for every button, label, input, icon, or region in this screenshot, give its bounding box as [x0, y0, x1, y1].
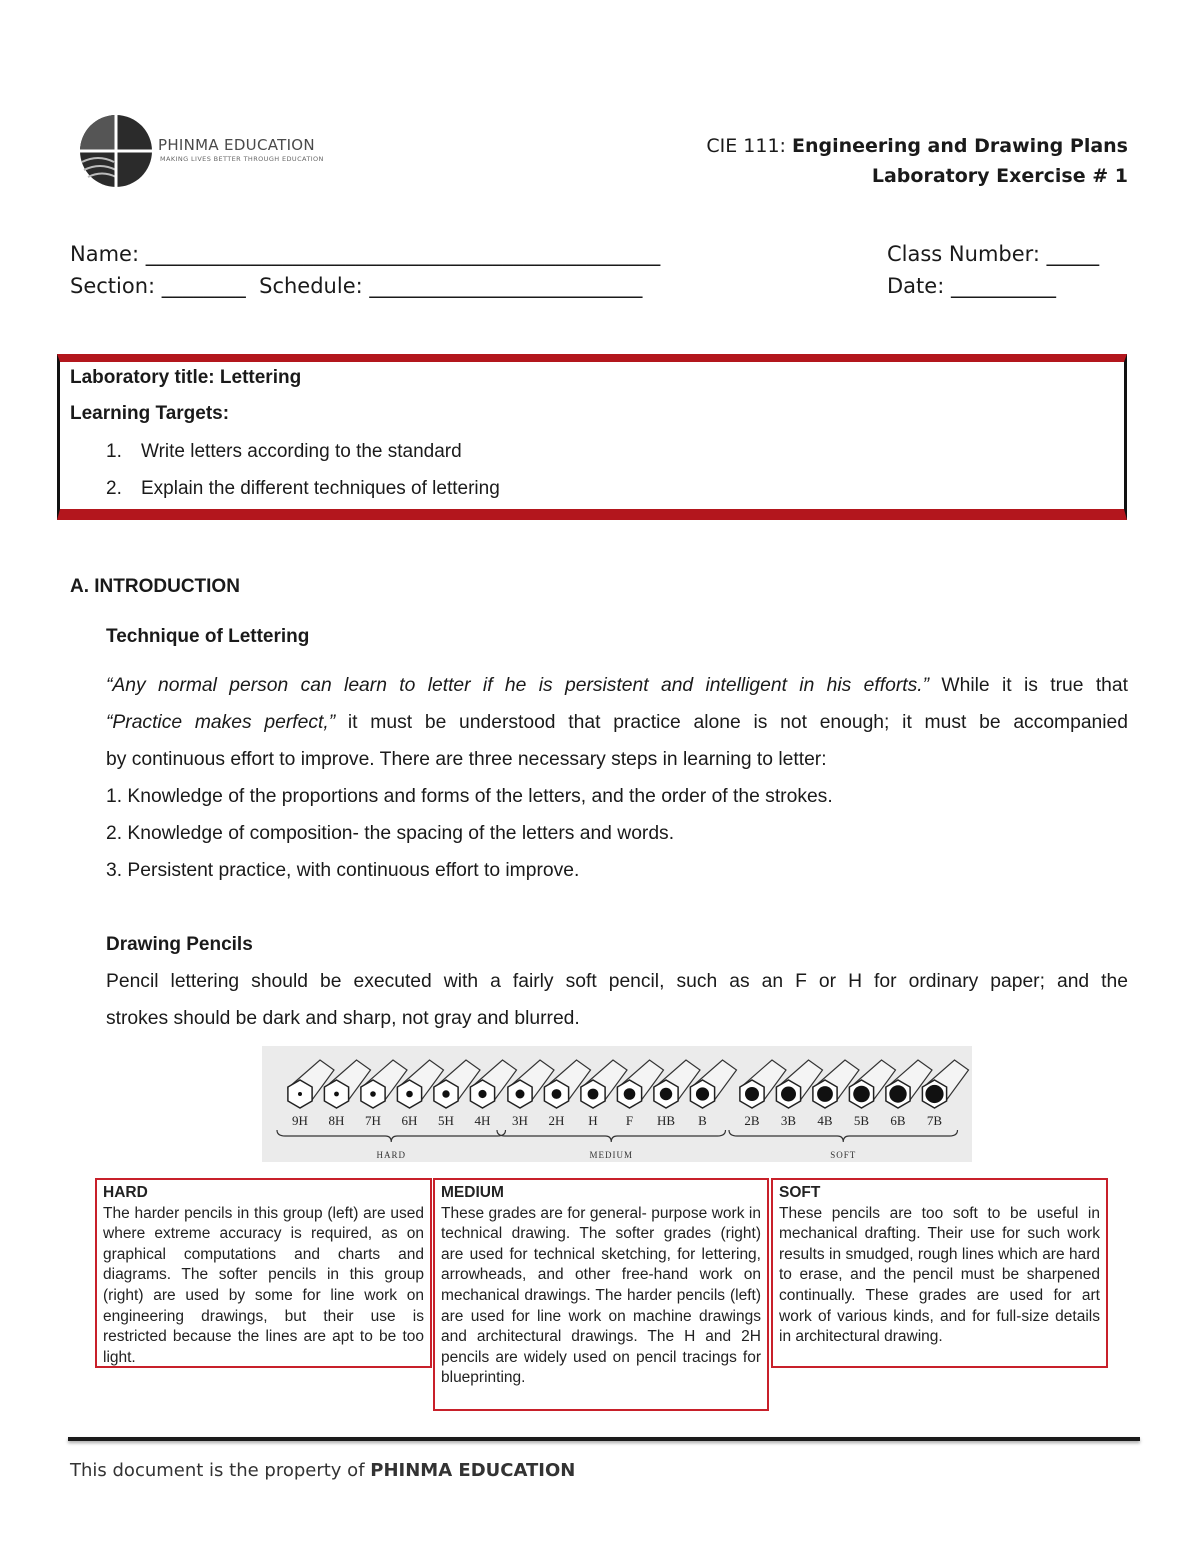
technique-heading: Technique of Lettering: [106, 626, 310, 647]
exercise-title: Laboratory Exercise # 1: [871, 165, 1128, 187]
group-label: MEDIUM: [589, 1150, 633, 1160]
target-text: Explain the different techniques of lettering: [141, 478, 500, 499]
grade-label: 3B: [780, 1113, 797, 1128]
grade-label: 5H: [438, 1113, 454, 1128]
grade-label: 4H: [474, 1113, 491, 1128]
group-label: SOFT: [830, 1150, 857, 1160]
group-brace: [497, 1130, 726, 1142]
grade-label: HB: [656, 1113, 676, 1128]
step-item: 3. Persistent practice, with continuous effort to improve.: [106, 860, 580, 881]
pencil-lead: [817, 1086, 833, 1102]
medium-box-title: MEDIUM: [441, 1184, 504, 1201]
soft-box-text: These pencils are too soft to be useful in mechanical drafting. Their use for such work results in smudged, rough lines which are hard to erase, and the pencil must be sharpened continually. These grades are used for art work of various kinds, and for full-size details in architectural drawing.: [779, 1204, 1100, 1346]
para-line: strokes should be dark and sharp, not gray and blurred.: [106, 1008, 580, 1029]
course-header: [706, 131, 1128, 191]
course-title: Engineering and Drawing Plans: [792, 135, 1128, 157]
learning-targets-heading: Learning Targets:: [70, 403, 230, 424]
soft-box-title: SOFT: [779, 1184, 821, 1201]
section-schedule-field[interactable]: Section: ________ Schedule: __________________________: [70, 274, 643, 298]
pencil-lead: [370, 1091, 376, 1097]
step-item: 1. Knowledge of the proportions and forms of the letters, and the order of the strokes.: [106, 786, 833, 807]
pencil-lead: [925, 1085, 943, 1103]
target-number: 1.: [106, 441, 122, 462]
footer-divider: [68, 1437, 1140, 1441]
grade-label: 2H: [548, 1113, 565, 1128]
pencil-lead: [624, 1088, 636, 1100]
grade-label: 2B: [744, 1113, 760, 1128]
target-number: 2.: [106, 478, 122, 499]
pencil-lead: [334, 1092, 339, 1097]
name-field[interactable]: Name: _________________________________________________: [70, 242, 661, 266]
hard-box-title: HARD: [103, 1184, 148, 1201]
grade-label: 5B: [853, 1113, 870, 1128]
step-item: 2. Knowledge of composition- the spacing of the letters and words.: [106, 823, 675, 844]
para-line: Pencil lettering should be executed with a fairly soft pencil, such as an F or H for ordinary paper; and the: [106, 971, 1128, 992]
lab-title: Laboratory title: Lettering: [70, 367, 302, 388]
medium-box-text: These grades are for general- purpose work in technical drawing. The softer grades (right) are used for technical sketching, for lettering, arrowheads, and other free-hand work on mechanical drawings. The harder pencils (left) are used for line work on machine drawings and architectural drawings. The H and 2H pencils are widely used on pencil tracings for blueprinting.: [441, 1204, 761, 1387]
drawing-pencils-heading: Drawing Pencils: [106, 934, 253, 955]
para-line: “Practice makes perfect,” it must be understood that practice alone is not enough; it must be accompanied: [106, 712, 1129, 733]
grade-label: 7H: [365, 1113, 381, 1128]
logo-wordmark: PHINMA EDUCATION: [158, 136, 315, 154]
pencil-lead: [588, 1089, 599, 1100]
pencil-lead: [696, 1087, 709, 1100]
pencil-lead: [660, 1088, 672, 1100]
group-brace: [729, 1130, 958, 1142]
pencil-grades-illustration: [262, 1046, 972, 1162]
pencil-lead: [442, 1090, 449, 1097]
pencil-lead: [853, 1086, 870, 1103]
pencil-lead: [552, 1089, 562, 1099]
medium-grade-box: [433, 1178, 769, 1411]
phinma-globe-icon: [76, 110, 156, 192]
soft-grade-box: [771, 1178, 1108, 1368]
pencil-lead: [478, 1090, 486, 1098]
intro-paragraph: [106, 667, 1128, 889]
target-text: Write letters according to the standard: [141, 441, 462, 462]
pencil-lead: [516, 1090, 525, 1099]
hard-grade-box: [95, 1178, 432, 1368]
group-brace: [277, 1130, 506, 1142]
group-label: HARD: [376, 1150, 407, 1160]
pencils-paragraph: [106, 963, 1128, 1037]
pencil-lead: [745, 1087, 759, 1101]
grade-label: 9H: [292, 1113, 308, 1128]
class-number-field[interactable]: Class Number: _____: [887, 242, 1100, 266]
grade-label: H: [588, 1113, 598, 1128]
grade-label: B: [698, 1113, 707, 1128]
grade-label: 4B: [817, 1113, 833, 1128]
date-field[interactable]: Date: __________: [887, 274, 1056, 298]
grade-label: F: [625, 1113, 634, 1128]
grade-label: 3H: [512, 1113, 528, 1128]
hard-box-text: The harder pencils in this group (left) are used where extreme accuracy is required, as on graphical computations and charts and diagrams. The softer pencils in this group (right) are used by some for line work on engineering drawings, but their use is restricted because the lines are apt to be too light.: [103, 1204, 424, 1366]
course-code: CIE 111:: [706, 135, 786, 157]
pencil-lead: [781, 1087, 796, 1102]
grade-label: 7B: [926, 1113, 943, 1128]
introduction-heading: A. INTRODUCTION: [70, 576, 240, 597]
para-line: by continuous effort to improve. There are three necessary steps in learning to letter:: [106, 749, 827, 770]
grade-label: 6H: [401, 1113, 418, 1128]
pencil-lead: [889, 1085, 906, 1102]
pencil-lead: [298, 1092, 302, 1096]
footer-owner: PHINMA EDUCATION: [370, 1460, 576, 1481]
para-line: “Any normal person can learn to letter if he is persistent and intelligent in his efforts.” While it is true that: [106, 675, 1128, 696]
logo-tagline: MAKING LIVES BETTER THROUGH EDUCATION: [160, 155, 324, 163]
pencil-lead: [406, 1091, 413, 1098]
pencil-grades-figure: [262, 1046, 972, 1162]
grade-label: 8H: [328, 1113, 345, 1128]
course-title-line: [706, 131, 1128, 161]
grade-label: 6B: [890, 1113, 906, 1128]
footer-text: This document is the property of PHINMA EDUCATION: [70, 1460, 576, 1481]
